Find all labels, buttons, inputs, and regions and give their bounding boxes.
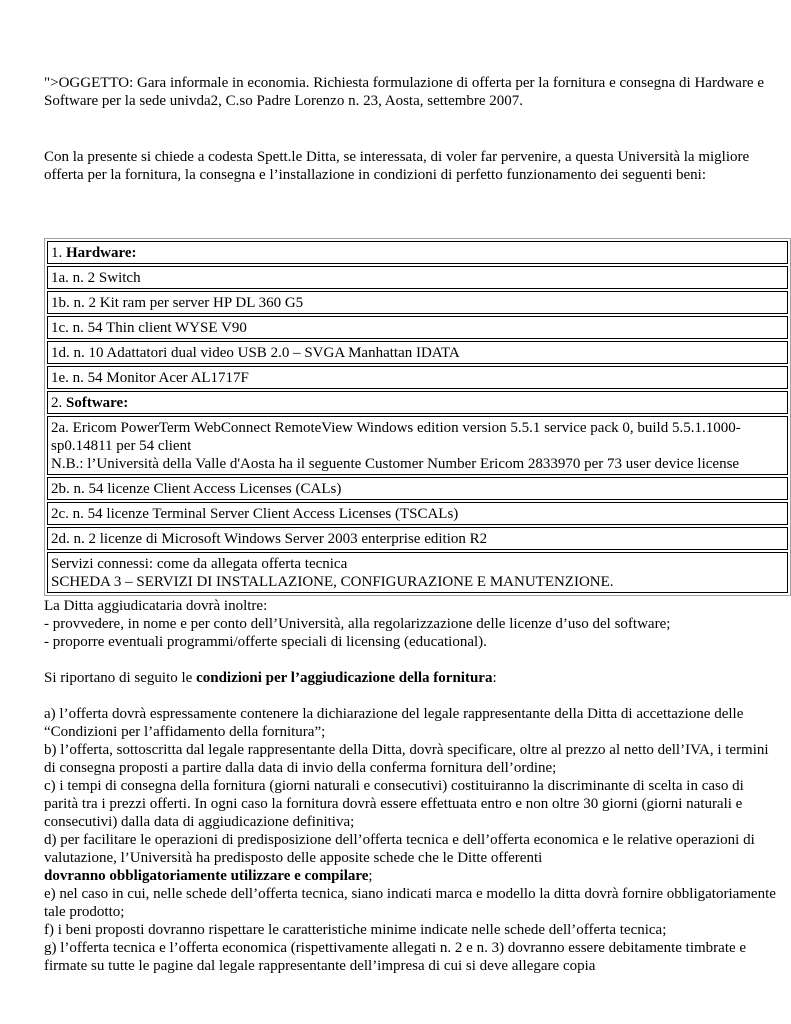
spacer xyxy=(44,687,779,705)
table-row xyxy=(47,266,788,289)
obligation-item: - proporre eventuali programmi/offerte speciali di licensing (educational). xyxy=(44,634,487,650)
condition-g: g) l’offerta tecnica e l’offerta economica (rispettivamente allegati n. 2 e n. 3) dovranno essere debitamente timbrate e firmate su tutte le pagine dal legale rappresentante dell’impresa di cui si deve allegare copia xyxy=(44,940,747,974)
item-1e: 1e. n. 54 Monitor Acer AL1717F xyxy=(47,366,788,389)
table-row xyxy=(47,366,788,389)
item-2a xyxy=(47,416,788,475)
table-row xyxy=(47,552,788,593)
section-title-software: Software: xyxy=(66,395,129,411)
spacer xyxy=(44,651,779,669)
conditions-section xyxy=(44,597,779,975)
item-1b: 1b. n. 2 Kit ram per server HP DL 360 G5 xyxy=(47,291,788,314)
condition-f: f) i beni proposti dovranno rispettare le caratteristiche minime indicate nelle schede dell’offerta tecnica; xyxy=(44,922,667,938)
table-row xyxy=(47,241,788,264)
table-row xyxy=(47,477,788,500)
table-row xyxy=(47,502,788,525)
services-cell xyxy=(47,552,788,593)
item-1a: 1a. n. 2 Switch xyxy=(47,266,788,289)
condition-d-text: d) per facilitare le operazioni di predisposizione dell’offerta tecnica e dell’offerta economica e le relative operazioni di valutazione, l’Università ha predisposto delle apposite schede che le Ditte offerenti xyxy=(44,832,755,866)
condition-e: e) nel caso in cui, nelle schede dell’offerta tecnica, siano indicati marca e modello la ditta dovrà fornire obbligatoriamente tale prodotto; xyxy=(44,886,776,920)
services-line: Servizi connessi: come da allegata offerta tecnica xyxy=(51,556,348,572)
condition-d-bold: dovranno obbligatoriamente utilizzare e compilare xyxy=(44,868,369,884)
table-row xyxy=(47,316,788,339)
item-1c: 1c. n. 54 Thin client WYSE V90 xyxy=(47,316,788,339)
item-1d: 1d. n. 10 Adattatori dual video USB 2.0 – SVGA Manhattan IDATA xyxy=(47,341,788,364)
services-scheda: SCHEDA 3 – SERVIZI DI INSTALLAZIONE, CONFIGURAZIONE E MANUTENZIONE. xyxy=(51,574,614,590)
intro-paragraph: Con la presente si chiede a codesta Spett.le Ditta, se interessata, di voler far pervenire, a questa Università la migliore offerta per la fornitura, la consegna e l’installazione in condizioni di perfetto funzionamento dei seguenti beni: xyxy=(44,149,750,183)
section-number: 1. xyxy=(51,245,66,261)
table-row xyxy=(47,341,788,364)
condition-d xyxy=(44,831,779,885)
table-row xyxy=(47,291,788,314)
section-number: 2. xyxy=(51,395,66,411)
conditions-intro-text: Si riportano di seguito le xyxy=(44,670,197,686)
subject-paragraph: ">OGGETTO: Gara informale in economia. Richiesta formulazione di offerta per la fornitura e consegna di Hardware e Software per la sede univda2, C.so Padre Lorenzo n. 23, Aosta, settembre 2007. xyxy=(44,75,764,109)
table-row xyxy=(47,416,788,475)
items-table xyxy=(44,238,791,596)
condition-b: b) l’offerta, sottoscritta dal legale rappresentante della Ditta, dovrà specificare, oltre al prezzo al netto dell’IVA, i termini di consegna proposti a partire dalla data di invio della conferma fornitura dell’ordine; xyxy=(44,742,769,776)
section-hardware-cell xyxy=(47,241,788,264)
conditions-intro-colon: : xyxy=(492,670,497,686)
item-2b: 2b. n. 54 licenze Client Access Licenses (CALs) xyxy=(47,477,788,500)
table-row xyxy=(47,391,788,414)
item-2a-note: N.B.: l’Università della Valle d'Aosta ha il seguente Customer Number Ericom 2833970 per 73 user device license xyxy=(51,456,740,472)
condition-a: a) l’offerta dovrà espressamente contenere la dichiarazione del legale rappresentante della Ditta di accettazione delle “Condizioni per l’affidamento della fornitura”; xyxy=(44,706,744,740)
item-2a-description: 2a. Ericom PowerTerm WebConnect RemoteView Windows edition version 5.5.1 service pack 0, build 5.5.1.1000-sp0.14811 per 54 client xyxy=(51,420,741,454)
condition-d-end: ; xyxy=(368,868,373,884)
item-2c: 2c. n. 54 licenze Terminal Server Client Access Licenses (TSCALs) xyxy=(47,502,788,525)
section-software-cell xyxy=(47,391,788,414)
conditions-intro xyxy=(44,669,779,687)
conditions-intro-bold: condizioni per l’aggiudicazione della fornitura xyxy=(196,670,493,686)
section-title-hardware: Hardware: xyxy=(66,245,137,261)
condition-c: c) i tempi di consegna della fornitura (giorni naturali e consecutivi) costituiranno la discriminante di scelta in caso di parità tra i prezzi offerti. In ogni caso la fornitura dovrà essere effettuata entro e non oltre 30 giorni (giorni naturali e consecutivi) dalla data di aggiudicazione definitiva; xyxy=(44,778,744,830)
table-row xyxy=(47,527,788,550)
obligations-heading: La Ditta aggiudicataria dovrà inoltre: xyxy=(44,598,268,614)
obligation-item: - provvedere, in nome e per conto dell’Università, alla regolarizzazione delle licenze d’uso del software; xyxy=(44,616,671,632)
item-2d: 2d. n. 2 licenze di Microsoft Windows Server 2003 enterprise edition R2 xyxy=(47,527,788,550)
